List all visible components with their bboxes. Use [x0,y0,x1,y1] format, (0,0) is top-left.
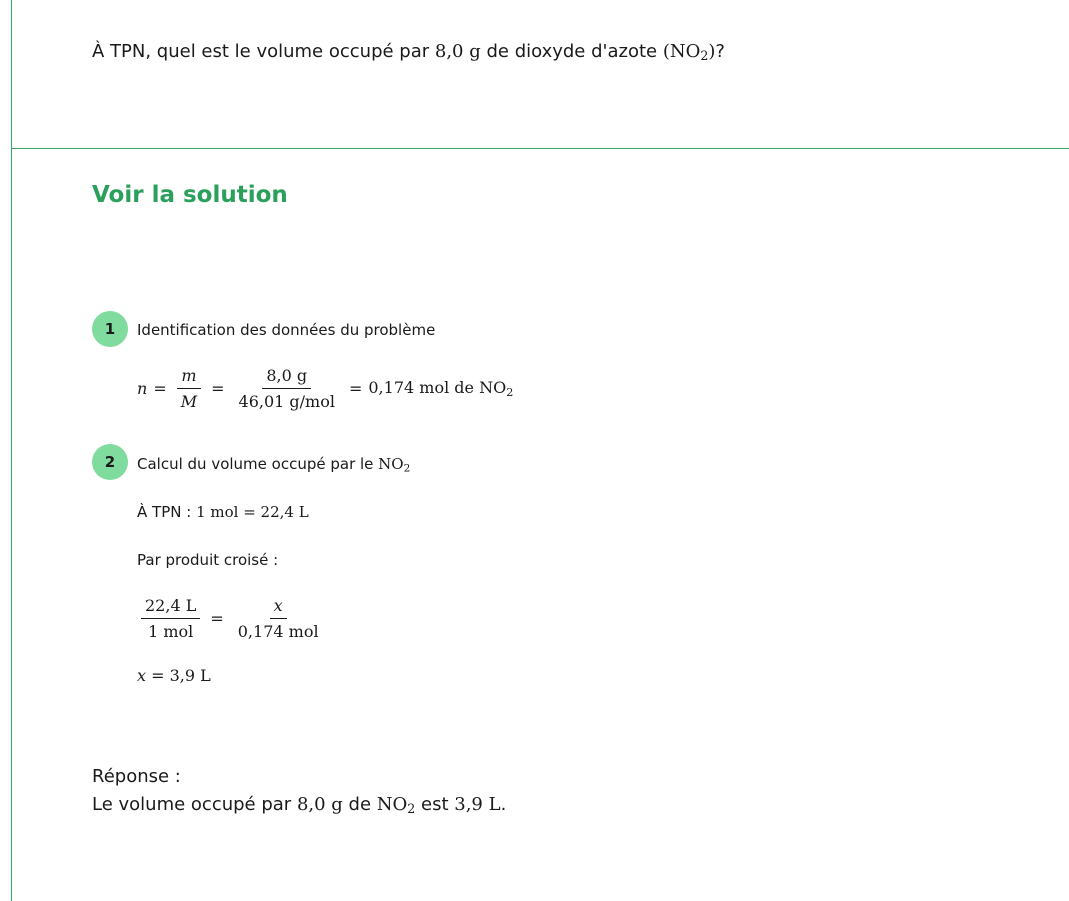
eq-equals: = [348,379,363,398]
fraction-mass-over-molar: $\frac{8,0 g}{\text{46,01 g/mol}}$ [238,366,335,411]
cross-product-equation [137,596,327,641]
step-title-1: Identification des données du problème [137,321,436,339]
eq-n: n [137,379,148,398]
cross-product-label: Par produit croisé : [137,551,279,569]
tpn-line: À TPN : 1 mol = 22,4 L [137,503,309,521]
mole-equation [137,366,513,411]
fraction-x-over-mol: $\frac{x}{\text{0,174 mol}}$ [237,596,319,641]
answer-text: Le volume occupé par 8,0 g de $NO_2$ est 3,9 L. [92,794,507,817]
section-divider [12,148,1069,149]
fraction-volume-per-mol: $\frac{22,4 L}{\text{1 mol}}$ [141,596,200,641]
step-title-2: Calcul du volume occupé par le $NO_2$ [137,455,411,475]
mole-result: 0,174 mol de $NO_2$ [368,378,514,399]
show-solution-toggle[interactable]: Voir la solution [92,182,288,208]
answer-label: Réponse : [92,766,181,787]
left-border [11,0,12,901]
question-text: À TPN, quel est le volume occupé par 8,0 g de dioxyde d'azote $(NO_2)$? [92,41,725,64]
step-badge-1: 1 [92,311,128,347]
eq-equals: = [211,379,225,398]
eq-equals: = [210,609,224,628]
result-line: x = 3,9 L [137,666,211,685]
eq-equals: = [153,379,167,398]
step-badge-2: 2 [92,444,128,480]
fraction-m-over-M: $\frac{m}{M}$ [177,366,201,411]
